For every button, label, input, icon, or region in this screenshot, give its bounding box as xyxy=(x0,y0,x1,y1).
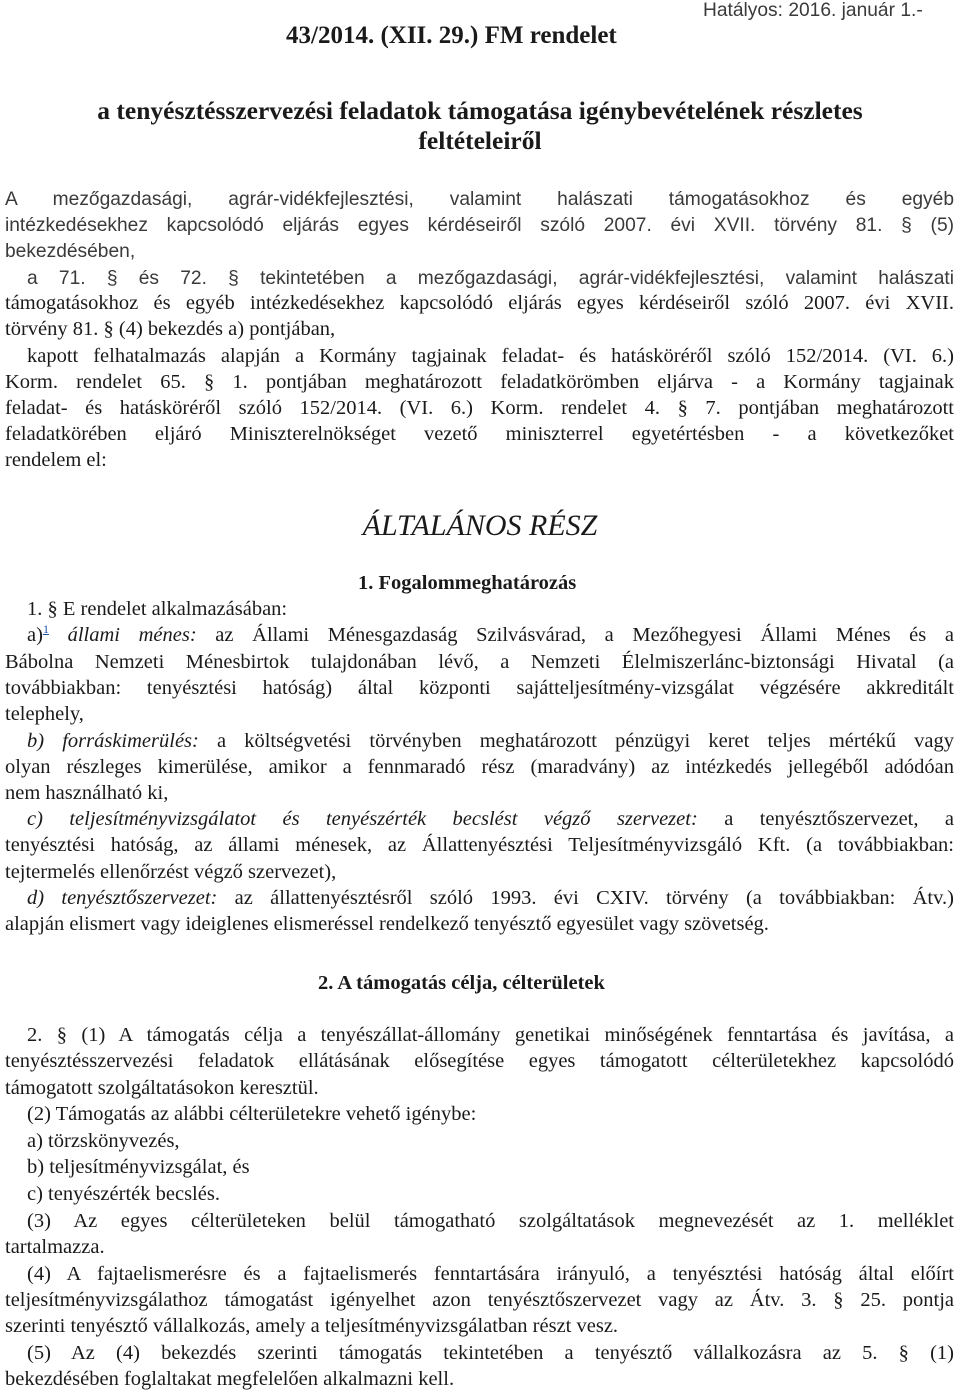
definition-a-line: továbbiakban: tenyésztési hatóság) által központi sajátteljesítmény-vizsgálat végzésére akkreditált xyxy=(5,677,954,699)
preamble-line: Korm. rendelet 65. § 1. pontjában meghatározott feladatkörömben eljárva - a Kormány tagjainak xyxy=(5,371,954,393)
definition-a-line: Bábolna Nemzeti Ménesbirtok tulajdonában lévő, a Nemzeti Élelmiszerlánc-biztonsági Hivatal (a xyxy=(5,651,954,673)
section-1-heading: 1. Fogalommeghatározás xyxy=(358,572,577,594)
paragraph-1-line: tenyésztésszervezési feladatok ellátásának elősegítése egyes támogatott célterületekhez kapcsolódó xyxy=(5,1050,954,1072)
paragraph-2: (2) Támogatás az alábbi célterületekre vehető igénybe: xyxy=(27,1103,477,1125)
definition-c-line: tenyésztési hatóság, az állami ménesek, az Állattenyésztési Teljesítményvizsgáló Kft. (a továbbiakban: xyxy=(5,834,954,856)
paragraph-4-line: szerinti tenyésztő vállalkozás, amely a teljesítményvizsgálatban részt vesz. xyxy=(5,1315,619,1337)
definition-a-line: telephely, xyxy=(5,703,84,725)
definition-b xyxy=(27,731,954,752)
definition-a-prefix: a) xyxy=(27,624,43,646)
part-heading: ÁLTALÁNOS RÉSZ xyxy=(362,509,598,542)
definition-d-line: alapján elismert vagy ideiglenes elismeréssel rendelkező tenyésztő egyesület vagy szövetség. xyxy=(5,913,769,935)
paragraph-4-line: teljesítményvizsgálathoz támogatást igényelhet azon tenyésztőszervezet vagy az Átv. 3. § 25. pontja xyxy=(5,1289,954,1311)
preamble-line: kapott felhatalmazás alapján a Kormány tagjainak feladat- és hatásköréről szóló 152/2014. (VI. 6.) xyxy=(27,345,954,367)
definition-c-line: tejtermelés ellenőrzést végző szervezet), xyxy=(5,861,337,883)
document-id-title: 43/2014. (XII. 29.) FM rendelet xyxy=(286,22,617,49)
document-subtitle xyxy=(0,96,960,156)
definition-b-term: b) forráskimerülés: xyxy=(27,730,199,752)
preamble-line: feladat- és hatásköréről szóló 152/2014. (VI. 6.) Korm. rendelet 4. § 7. pontjában meghatározott xyxy=(5,397,954,419)
list-item: c) tenyészérték becslés. xyxy=(27,1183,220,1205)
preamble-line: bekezdésében, xyxy=(5,241,136,262)
preamble-line: feladatkörében eljáró Miniszterelnökséget vezető miniszterrel egyetértésben - a következőket xyxy=(5,423,954,445)
definition-c-text: a tenyésztőszervezet, a xyxy=(697,808,954,830)
definition-c-term: c) teljesítményvizsgálatot és tenyészérték becslést végző szervezet: xyxy=(27,808,698,830)
paragraph-3-line: tartalmazza. xyxy=(5,1236,105,1258)
subtitle-line-1: a tenyésztésszervezési feladatok támogatása igénybevételének részletes xyxy=(97,96,863,125)
section-1-intro: 1. § E rendelet alkalmazásában: xyxy=(27,598,288,620)
definition-c xyxy=(27,809,954,830)
paragraph-1-line: támogatott szolgáltatásokon keresztül. xyxy=(5,1077,319,1099)
definition-a xyxy=(27,622,955,646)
definition-b-text: a költségvetési törvényben meghatározott pénzügyi keret teljes mértékű vagy xyxy=(198,730,954,752)
subtitle-line-2: feltételeiről xyxy=(418,126,542,155)
effective-date: Hatályos: 2016. január 1.- xyxy=(703,0,923,21)
paragraph-5-line: bekezdésében foglaltakat megfelelően alkalmazni kell. xyxy=(5,1368,455,1390)
preamble-line: rendelem el: xyxy=(5,449,107,471)
preamble-line: intézkedésekhez kapcsolódó eljárás egyes kérdéseiről szóló 2007. évi XVII. törvény 81. § (5) xyxy=(5,215,954,236)
paragraph-4-line: (4) A fajtaelismerésre és a fajtaelismerés fenntartására irányuló, a tenyésztési hatóság által előírt xyxy=(27,1263,954,1285)
definition-b-line: olyan részleges kimerülése, amikor a fennmaradó rész (maradvány) az intézkedés jellegéből adódóan xyxy=(5,756,954,778)
list-item: b) teljesítményvizsgálat, és xyxy=(27,1156,250,1178)
list-item: a) törzskönyvezés, xyxy=(27,1130,180,1152)
preamble-line: törvény 81. § (4) bekezdés a) pontjában, xyxy=(5,318,336,340)
preamble-line: támogatásokhoz és egyéb intézkedésekhez kapcsolódó eljárás egyes kérdéseiről szóló 2007. évi XVII. xyxy=(5,292,954,314)
paragraph-3-line: (3) Az egyes célterületeken belül támogatható szolgáltatások megnevezését az 1. melléklet xyxy=(27,1210,954,1232)
paragraph-5-line: (5) Az (4) bekezdés szerinti támogatás tekintetében a tenyésztő vállalkozásra az 5. § (1) xyxy=(27,1342,954,1364)
definition-d xyxy=(27,888,954,909)
definition-d-text: az állattenyésztésről szóló 1993. évi CXIV. törvény (a továbbiakban: Átv.) xyxy=(217,887,954,909)
paragraph-1-line: 2. § (1) A támogatás célja a tenyészállat-állomány genetikai minőségének fenntartása és javítása, a xyxy=(27,1024,954,1046)
definition-a-text: az Állami Ménesgazdaság Szilvásvárad, a Mezőhegyesi Állami Ménes és a xyxy=(196,624,955,646)
definition-a-term: állami ménes: xyxy=(67,624,197,646)
definition-b-line: nem használható ki, xyxy=(5,782,169,804)
section-2-heading: 2. A támogatás célja, célterületek xyxy=(318,972,605,994)
footnote-link[interactable]: 1 xyxy=(42,622,49,637)
definition-d-term: d) tenyésztőszervezet: xyxy=(27,887,218,909)
preamble-line: a 71. § és 72. § tekintetében a mezőgazdasági, agrár-vidékfejlesztési, valamint halászati xyxy=(27,268,954,289)
preamble-line: A mezőgazdasági, agrár-vidékfejlesztési, valamint halászati támogatásokhoz és egyéb xyxy=(5,189,954,210)
